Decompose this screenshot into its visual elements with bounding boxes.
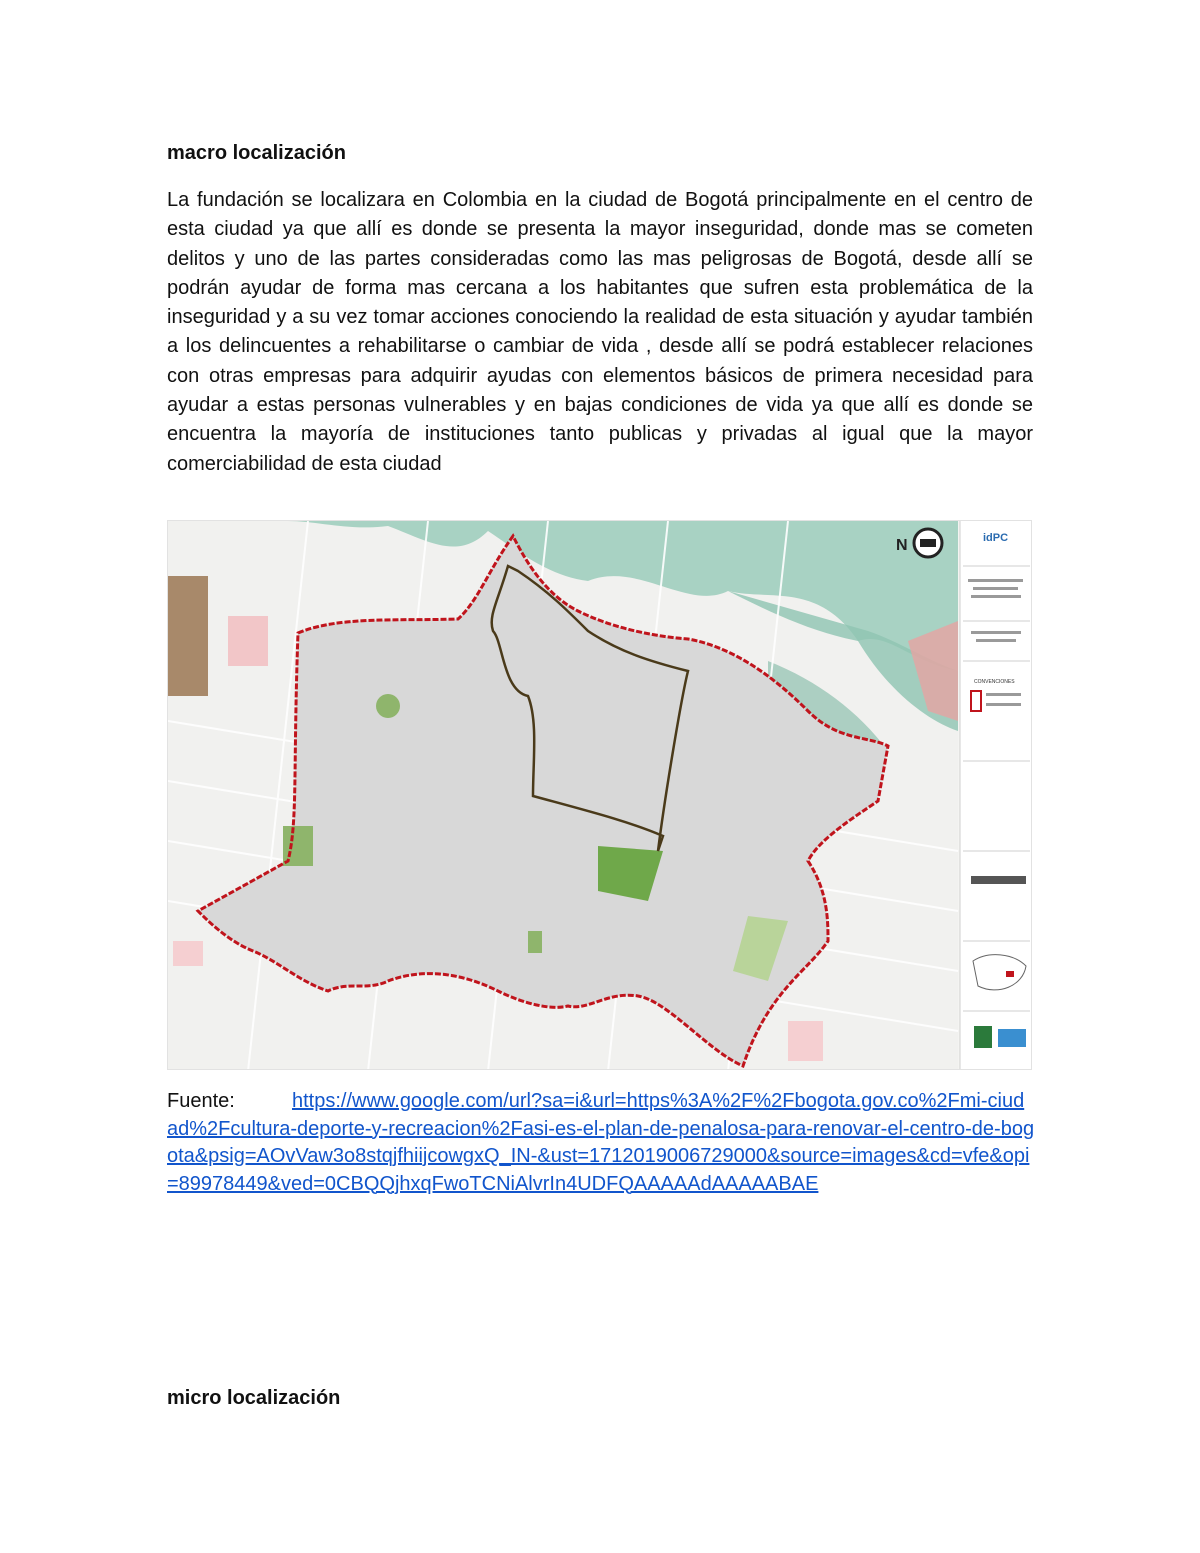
north-label: N	[896, 537, 908, 554]
source-citation	[167, 1088, 1035, 1198]
legend-title: CONVENCIONES	[974, 679, 1015, 685]
macro-paragraph: La fundación se localizara en Colombia en la ciudad de Bogotá principalmente en el centro de esta ciudad ya que allí es donde se presenta la mayor inseguridad, donde mas se cometen delitos y uno de las partes consideradas como las mas peligrosas de Bogotá, desde allí se podrán ayudar de forma mas cercana a los habitantes que sufren esta problemática de la inseguridad y a su vez tomar acciones conociendo la realidad de esta situación y ayudar también a los delincuentes a rehabilitarse o cambiar de vida , desde allí se podrá establecer relaciones con otras empresas para adquirir ayudas con elementos básicos de primera necesidad para ayudar a estas personas vulnerables y en bajas condiciones de vida ya que allí es donde se encuentra la mayoría de instituciones tanto publicas y privadas al igual que la mayor comerciabilidad de esta ciudad	[167, 189, 1033, 475]
micro-heading: micro localización	[167, 1387, 341, 1409]
source-link[interactable]: https://www.google.com/url?sa=i&url=https%3A%2F%2Fbogota.gov.co%2Fmi-ciudad%2Fcultura-deporte-y-recreacion%2Fasi-es-el-plan-de-penalosa-para-renovar-el-centro-de-bogota&psig=AOvVaw3o8stqjfhiijcowgxQ_IN-&ust=1712019006729000&source=images&cd=vfe&opi=89978449&ved=0CBQQjhxqFwoTCNiAlvrIn4UDFQAAAAAdAAAAABAE	[167, 1090, 1035, 1195]
macro-heading: macro localización	[167, 142, 346, 164]
source-label: Fuente:	[167, 1090, 235, 1112]
map-image	[167, 520, 1032, 1070]
bogota-center-map	[168, 521, 1032, 1070]
logo-text: idPC	[983, 532, 1009, 544]
